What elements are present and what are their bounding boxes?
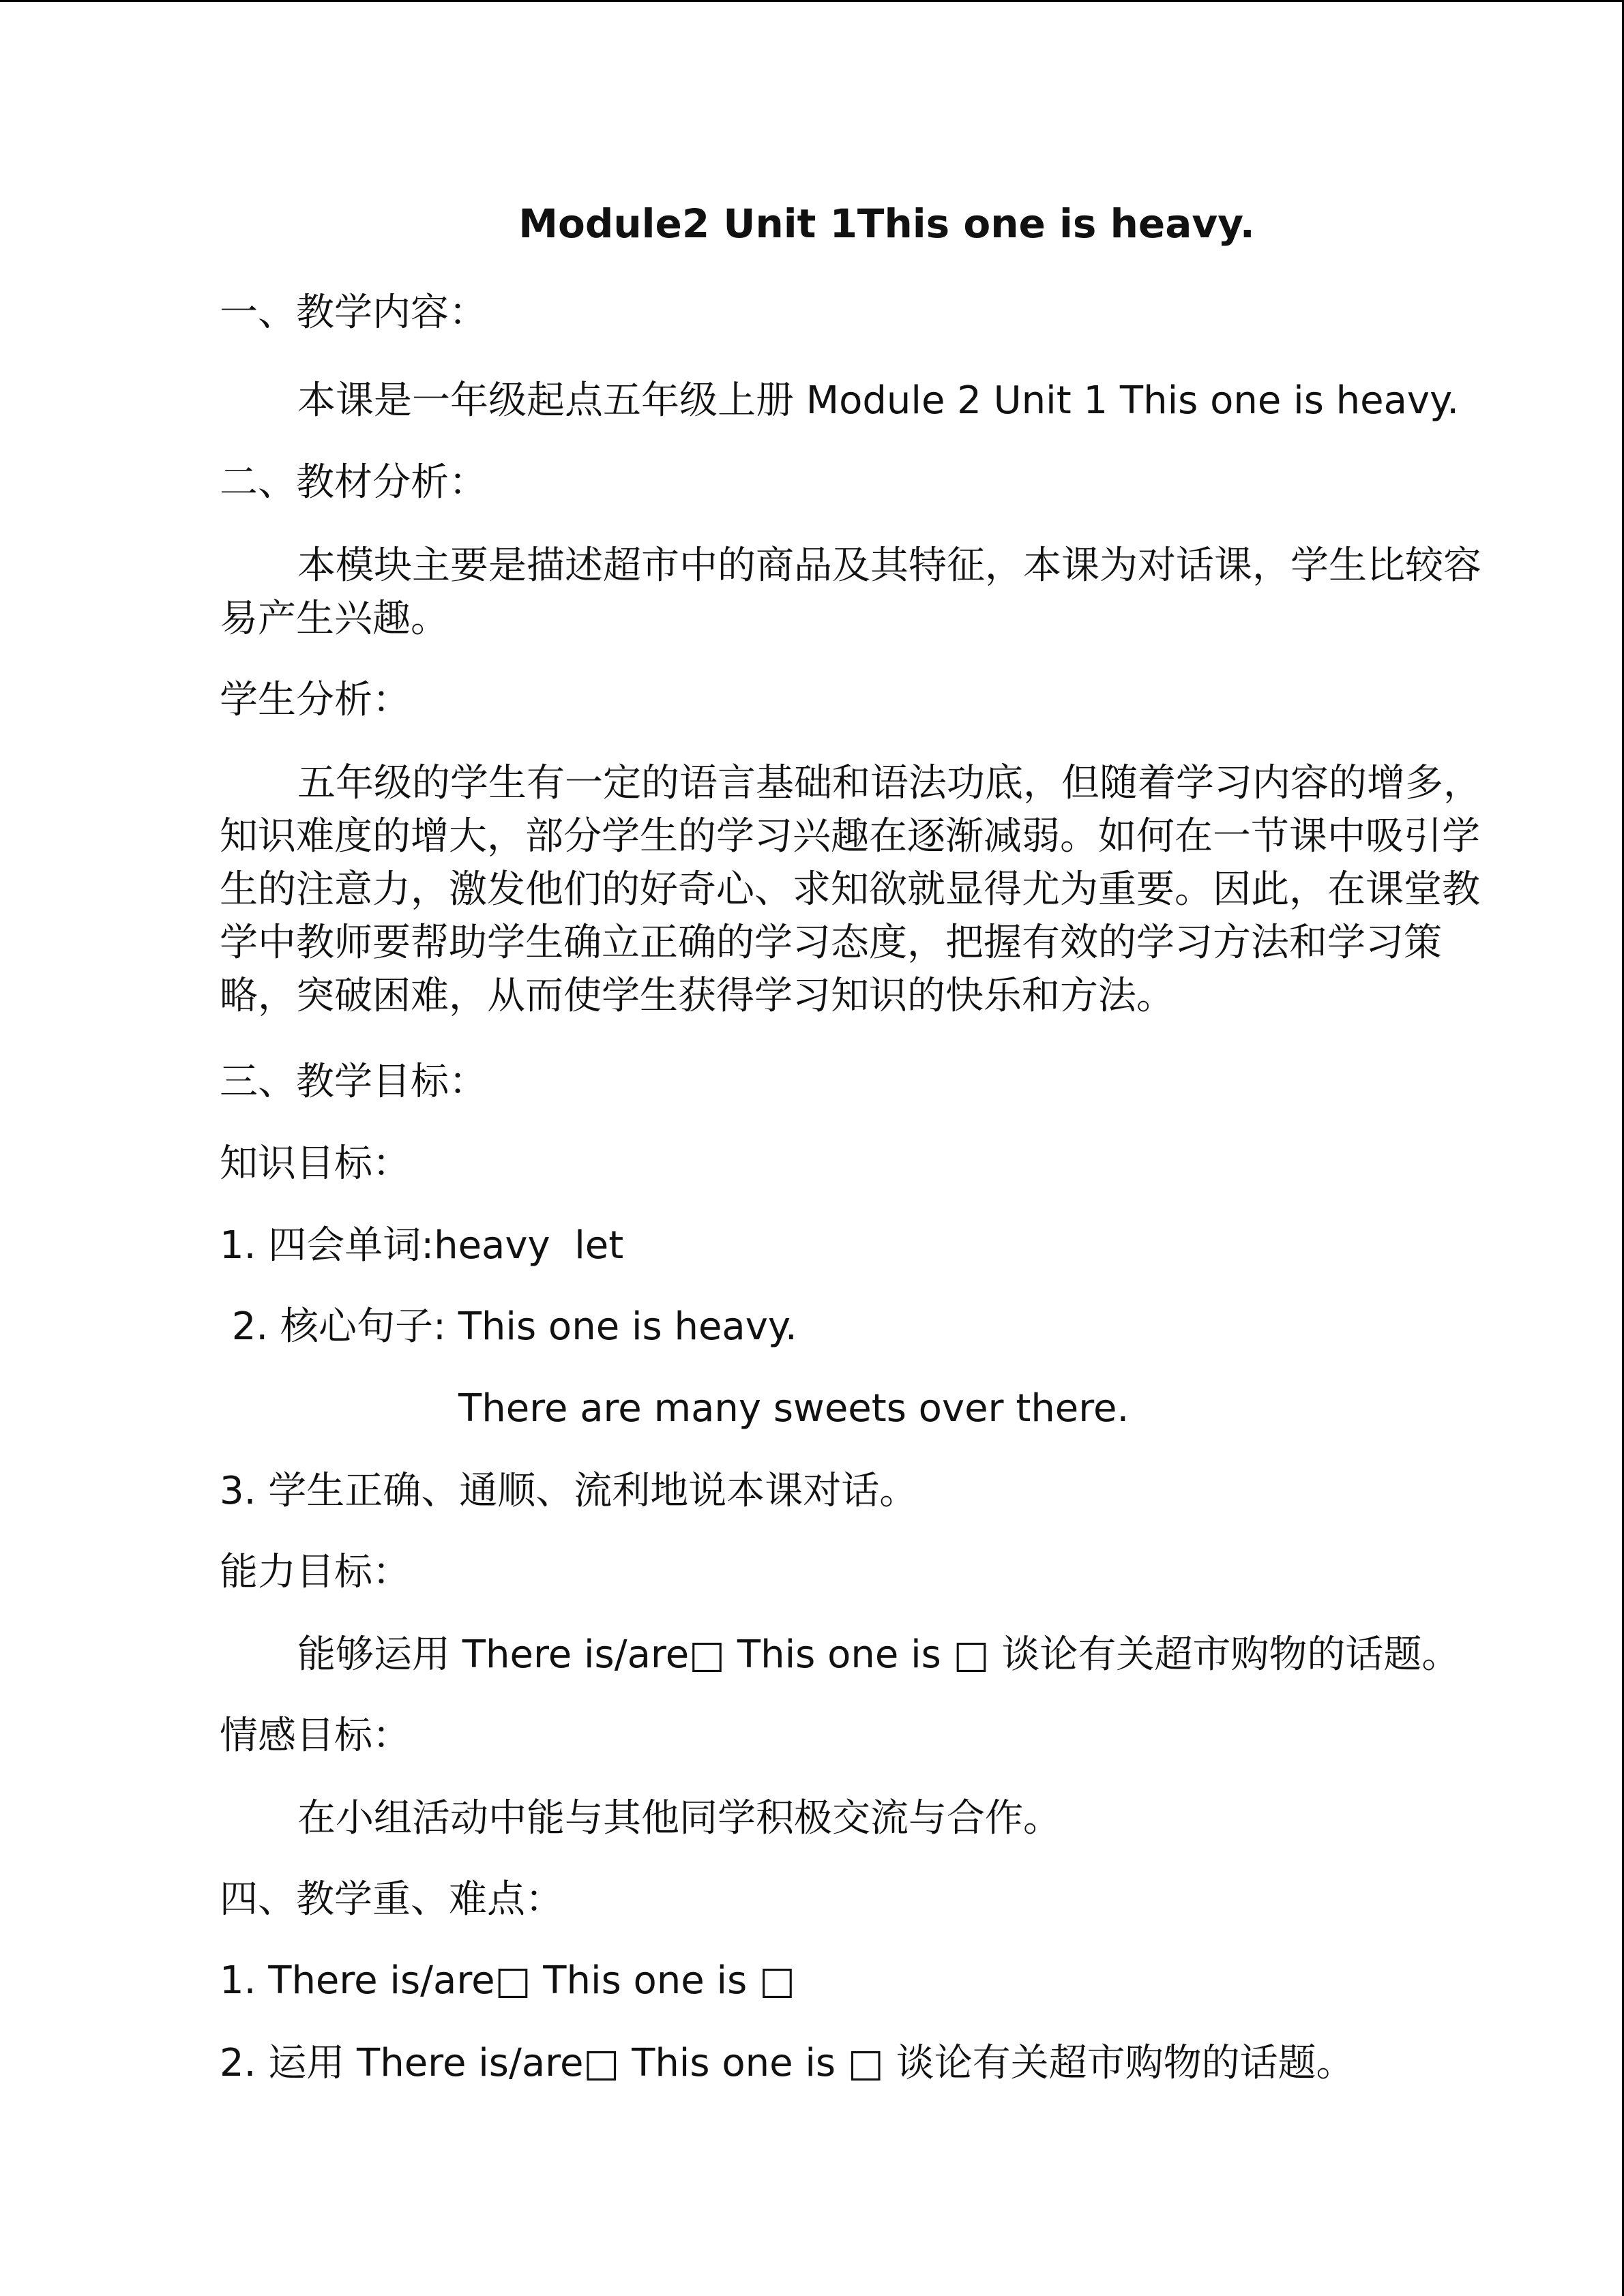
emotion-goals-text: 在小组活动中能与其他同学积极交流与合作。 xyxy=(297,1796,1061,1840)
knowledge-goals-heading: 知识目标： xyxy=(220,1142,411,1186)
section4-heading: 四、教学重、难点： xyxy=(220,1877,563,1922)
student-analysis-text: 五年级的学生有一定的语言基础和语法功底，但随着学习内容的增多，知识难度的增大，部分学生的学习兴趣在逐渐减弱。如何在一节课中吸引学生的注意力，激发他们的好奇心、求知欲就显得尤为重要。因此，在课堂教学中教师要帮助学生确立正确的学习态度，把握有效的学习方法和学习策略，突破困难，从而使学生获得学习知识的快乐和方法。 xyxy=(220,761,1481,1018)
section3-heading: 三、教学目标： xyxy=(220,1060,487,1104)
knowledge-goal-3: 3. 学生正确、通顺、流利地说本课对话。 xyxy=(220,1469,918,1513)
section1-heading: 一、教学内容： xyxy=(220,290,487,335)
knowledge-goal-2: 2. 核心句子: This one is heavy. xyxy=(220,1304,797,1349)
section1-text: 本课是一年级起点五年级上册 Module 2 Unit 1 This one is heavy. xyxy=(297,378,1460,423)
key-point-1: 1. There is/are□ This one is □ xyxy=(220,1958,795,2003)
section2-heading: 二、教材分析： xyxy=(220,460,487,505)
knowledge-goal-2-sentence: There are many sweets over there. xyxy=(458,1386,1130,1431)
section2-text: 本模块主要是描述超市中的商品及其特征，本课为对话课，学生比较容易产生兴趣。 xyxy=(220,543,1481,641)
knowledge-goal-1: 1. 四会单词:heavy let xyxy=(220,1223,624,1268)
emotion-goals-heading: 情感目标： xyxy=(220,1714,411,1758)
page-border-top xyxy=(0,0,1624,2)
ability-goals-heading: 能力目标： xyxy=(220,1550,411,1594)
ability-goals-text: 能够运用 There is/are□ This one is □ 谈论有关超市购物的话题。 xyxy=(297,1632,1460,1677)
document-title: Module2 Unit 1This one is heavy. xyxy=(518,200,1255,247)
student-analysis-heading: 学生分析： xyxy=(220,678,411,722)
key-point-2: 2. 运用 There is/are□ This one is □ 谈论有关超市购物的话题。 xyxy=(220,2041,1355,2085)
